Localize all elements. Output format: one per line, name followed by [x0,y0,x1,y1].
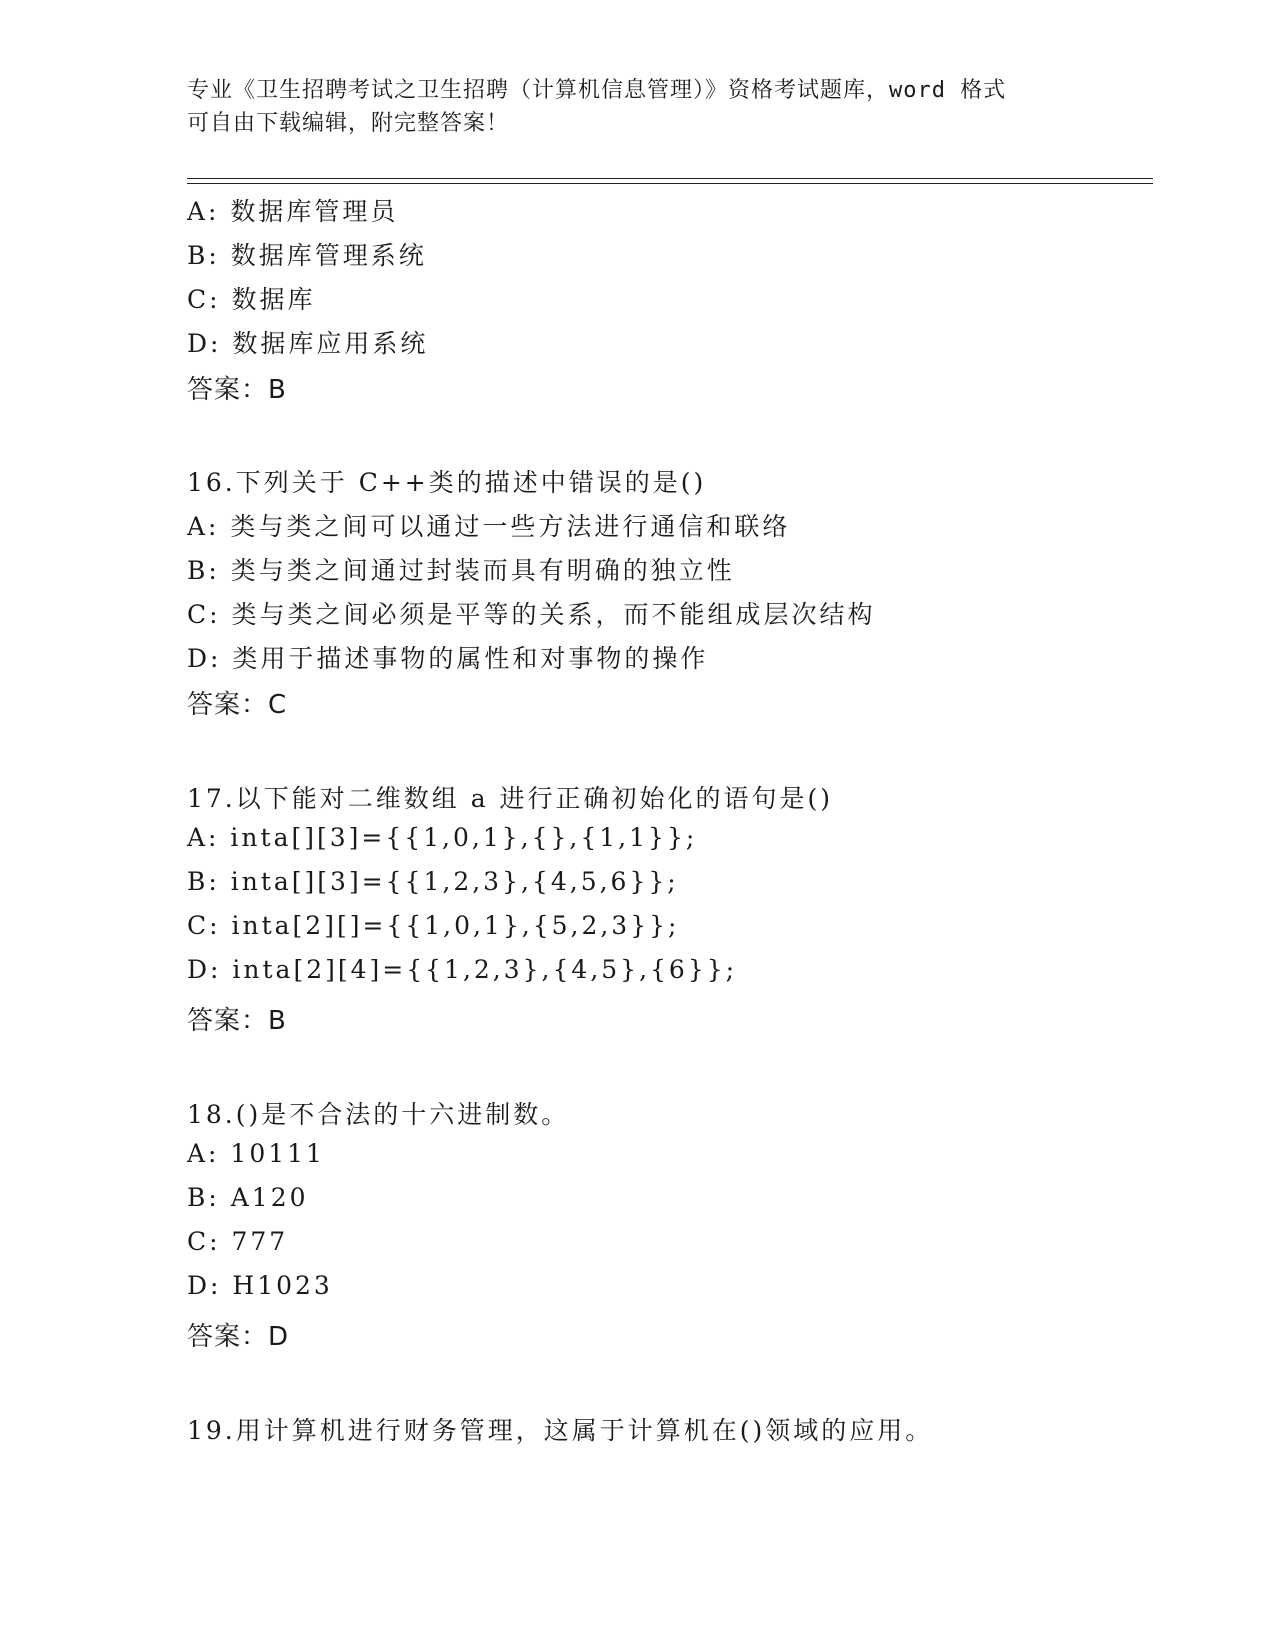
q16-question: 16.下列关于 C++类的描述中错误的是() [187,468,707,497]
q18-option-b: B: A120 [187,1183,309,1212]
q15-option-d: D: 数据库应用系统 [187,329,429,358]
q16-answer: 答案：C [187,690,288,720]
q17-option-a: A: inta[][3]={{1,0,1},{},{1,1}}; [187,823,698,852]
q19-question: 19.用计算机进行财务管理，这属于计算机在()领域的应用。 [187,1416,934,1445]
q16-option-d: D: 类用于描述事物的属性和对事物的操作 [187,644,709,673]
q16-option-c: C: 类与类之间必须是平等的关系，而不能组成层次结构 [187,600,876,629]
q18-option-d: D: H1023 [187,1271,333,1300]
q17-option-d: D: inta[2][4]={{1,2,3},{4,5},{6}}; [187,955,738,984]
q16-option-b: B: 类与类之间通过封装而具有明确的独立性 [187,556,735,585]
header-line-2: 可自由下载编辑，附完整答案！ [187,111,510,136]
q15-option-b: B: 数据库管理系统 [187,241,427,270]
q18-option-a: A: 10111 [187,1139,325,1168]
header-line-1: 专业《卫生招聘考试之卫生招聘（计算机信息管理）》资格考试题库，word 格式 [187,78,1007,103]
q17-answer: 答案：B [187,1006,287,1036]
document-header [187,74,1087,140]
q18-question: 18.()是不合法的十六进制数。 [187,1100,570,1129]
q18-option-c: C: 777 [187,1227,289,1256]
q17-question: 17.以下能对二维数组 a 进行正确初始化的语句是() [187,784,834,813]
q16-option-a: A: 类与类之间可以通过一些方法进行通信和联络 [187,512,791,541]
q15-option-a: A: 数据库管理员 [187,197,399,226]
header-divider-bottom [187,183,1153,184]
q17-option-b: B: inta[][3]={{1,2,3},{4,5,6}}; [187,867,679,896]
q17-option-c: C: inta[2][]={{1,0,1},{5,2,3}}; [187,911,680,940]
q18-answer: 答案：D [187,1322,290,1352]
q15-option-c: C: 数据库 [187,285,316,314]
q15-answer: 答案：B [187,375,287,405]
header-divider-top [187,178,1153,179]
